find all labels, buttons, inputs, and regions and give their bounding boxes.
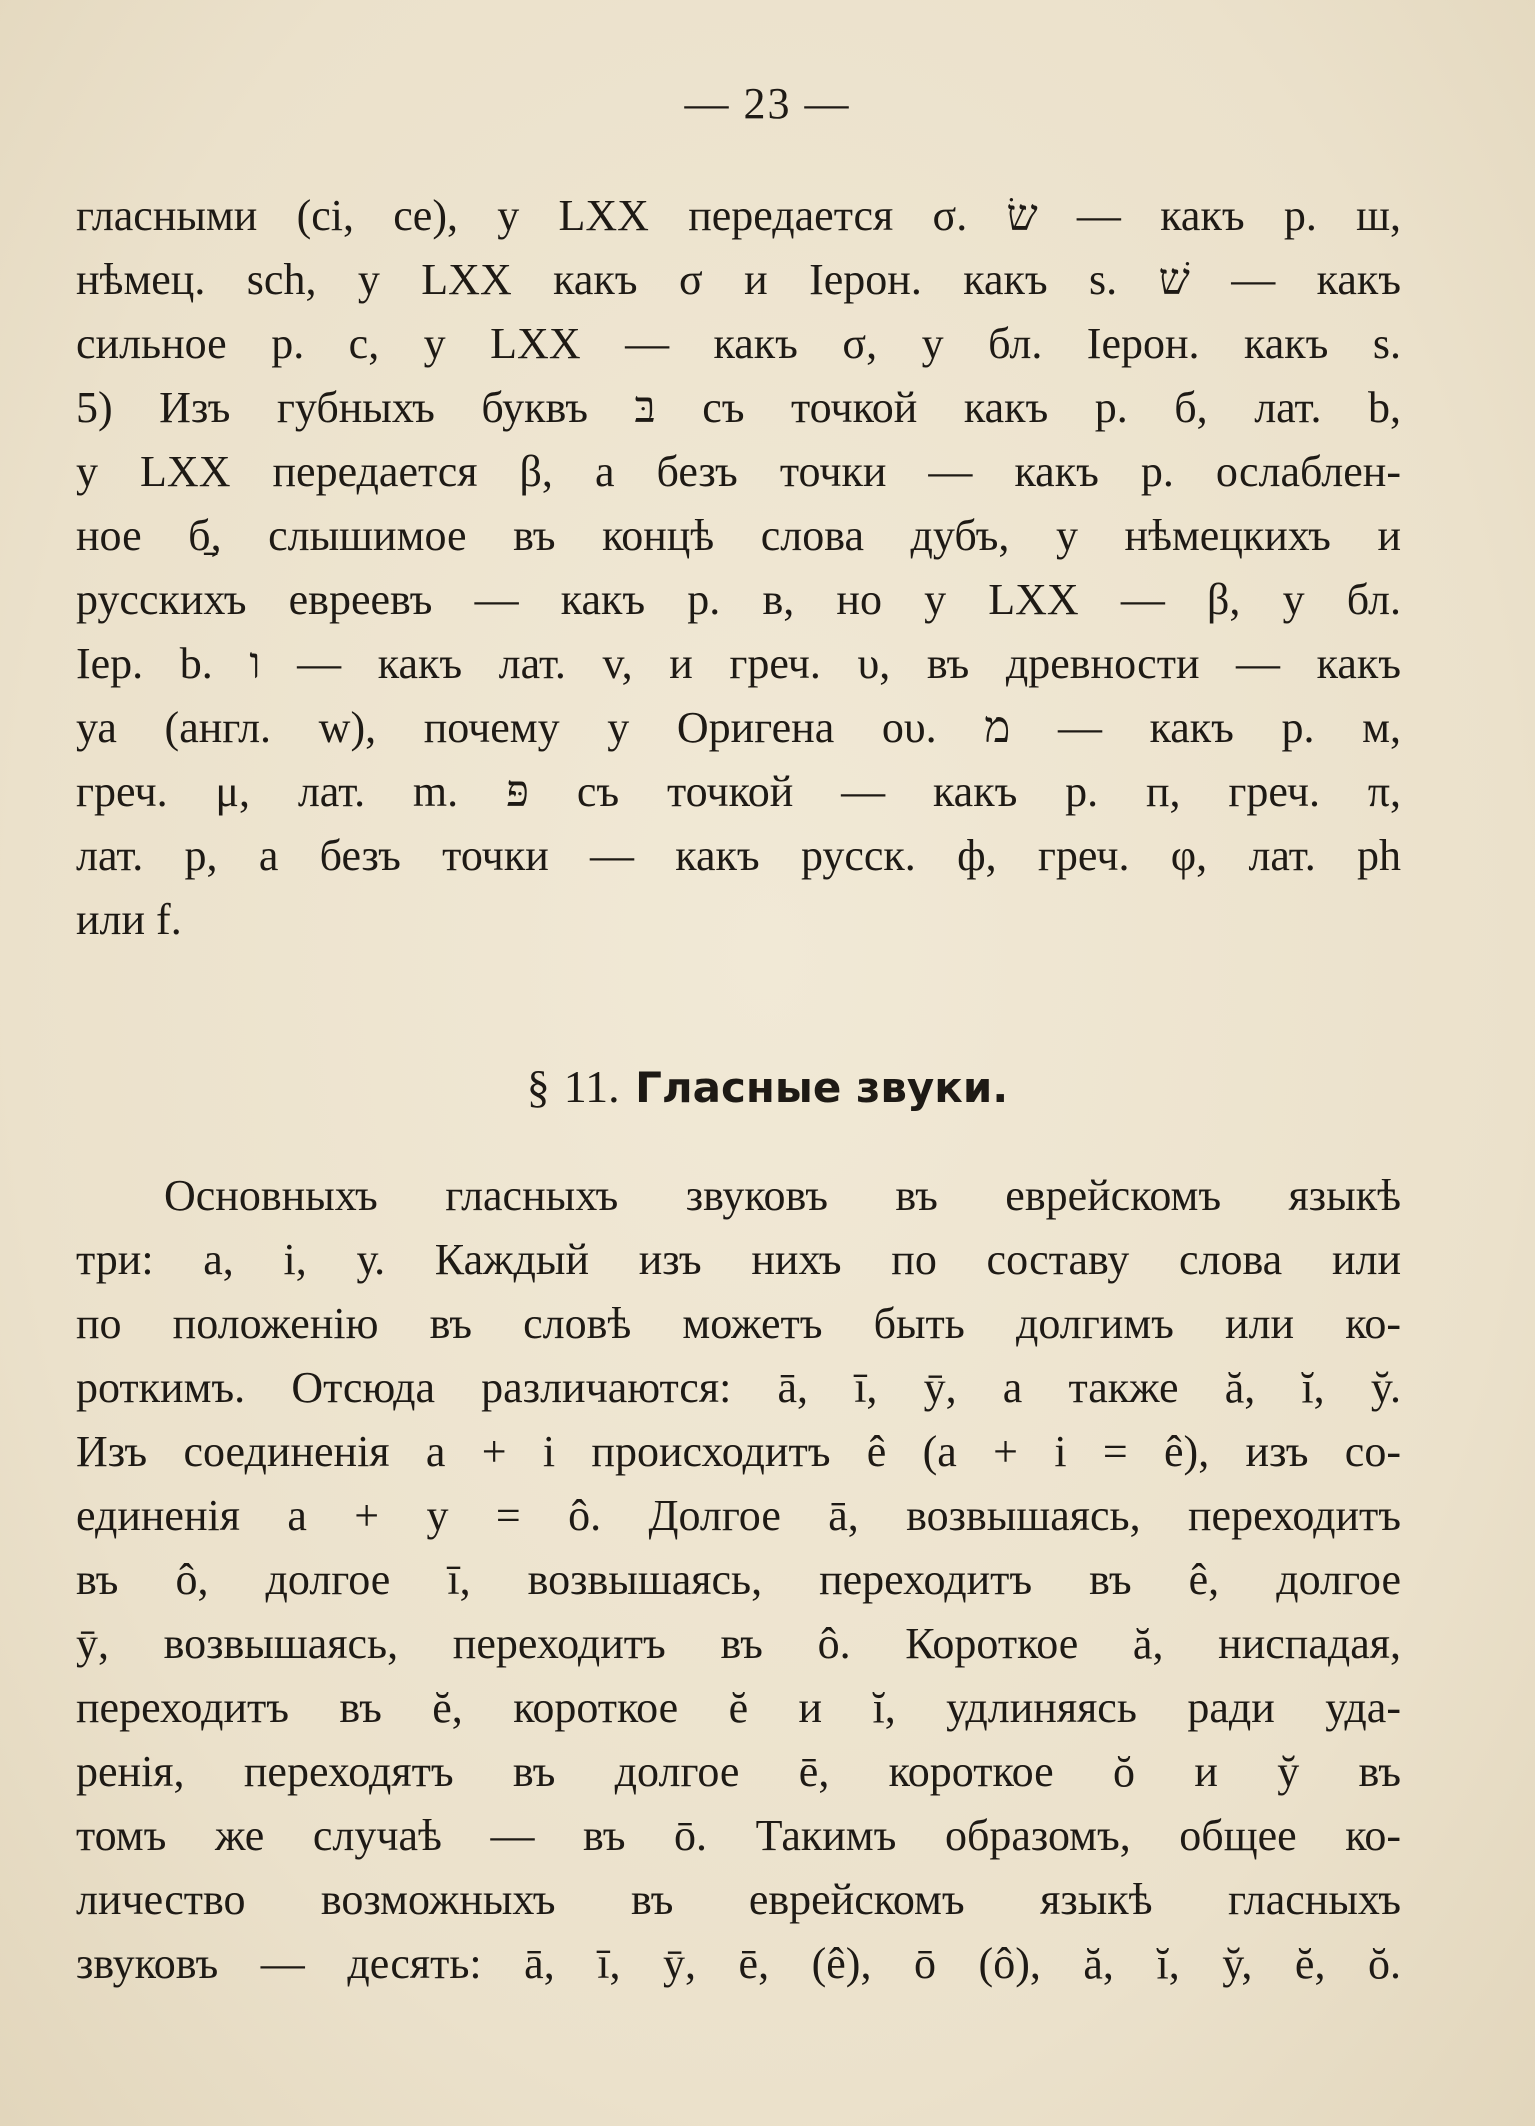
text-line: гласными (ci, ce), у LXX передается σ. שׂ — какъ р. ш, — [76, 191, 1401, 240]
text-line: единенія a + y = ô. Долгое ā, возвышаясь, переходитъ — [76, 1491, 1401, 1540]
section-number: 11. — [563, 1061, 620, 1112]
text-line: Изъ соединенія a + i происходитъ ê (a + i = ê), изъ со- — [76, 1427, 1401, 1476]
text-line: уа (англ. w), почему у Оригена ου. מ — какъ р. м, — [76, 703, 1401, 752]
text-line: по положенію въ словѣ можетъ быть долгимъ или ко- — [76, 1299, 1401, 1348]
text-line: ное б̱, слышимое въ концѣ слова дубъ, у нѣмецкихъ и — [76, 511, 1401, 560]
paragraph-vowels — [76, 1164, 1401, 1996]
text-line: звуковъ — десять: ā, ī, ȳ, ē, (ê), ō (ô), ă, ĭ, y̆, ĕ, ŏ. — [76, 1939, 1401, 1988]
text-line: Основныхъ гласныхъ звуковъ въ еврейскомъ языкѣ — [164, 1171, 1401, 1220]
section-heading — [0, 1055, 1535, 1120]
text-line: лат. p, а безъ точки — какъ русск. ф, греч. φ, лат. ph — [76, 831, 1401, 880]
text-line: греч. μ, лат. m. פּ съ точкой — какъ р. п, греч. π, — [76, 767, 1401, 816]
text-line: нѣмец. sch, у LXX какъ σ и Іерон. какъ s. שׁ — какъ — [76, 255, 1401, 304]
text-line: ренія, переходятъ въ долгое ē, короткое ŏ и y̆ въ — [76, 1747, 1401, 1796]
text-line: личество возможныхъ въ еврейскомъ языкѣ гласныхъ — [76, 1875, 1401, 1924]
text-line: 5) Изъ губныхъ буквъ בּ съ точкой какъ р. б, лат. b, — [76, 383, 1401, 432]
text-line: у LXX передается β, а безъ точки — какъ р. ослаблен- — [76, 447, 1401, 496]
text-line: сильное р. с, у LXX — какъ σ, у бл. Іерон. какъ s. — [76, 319, 1401, 368]
text-line: или f. — [76, 895, 182, 944]
text-line: переходитъ въ ĕ, короткое ĕ и ĭ, удлиняясь ради уда- — [76, 1683, 1401, 1732]
section-symbol: § — [526, 1061, 550, 1112]
paragraph-consonants — [76, 184, 1401, 952]
section-title: Гласные звуки. — [635, 1063, 1009, 1112]
text-line: томъ же случаѣ — въ ō. Такимъ образомъ, общее ко- — [76, 1811, 1401, 1860]
text-line: три: а, і, у. Каждый изъ нихъ по составу слова или — [76, 1235, 1401, 1284]
page-number: — 23 — — [684, 79, 851, 128]
text-line: русскихъ евреевъ — какъ р. в, но у LXX — β, у бл. — [76, 575, 1401, 624]
text-line: роткимъ. Отсюда различаются: ā, ī, ȳ, а также ă, ĭ, y̆. — [76, 1363, 1401, 1412]
text-line: Іер. b. ו — какъ лат. v, и греч. υ, въ древности — какъ — [76, 639, 1401, 688]
text-line: въ ô, долгое ī, возвышаясь, переходитъ въ ê, долгое — [76, 1555, 1401, 1604]
text-line: ȳ, возвышаясь, переходитъ въ ô. Короткое ă, ниспадая, — [76, 1619, 1401, 1668]
